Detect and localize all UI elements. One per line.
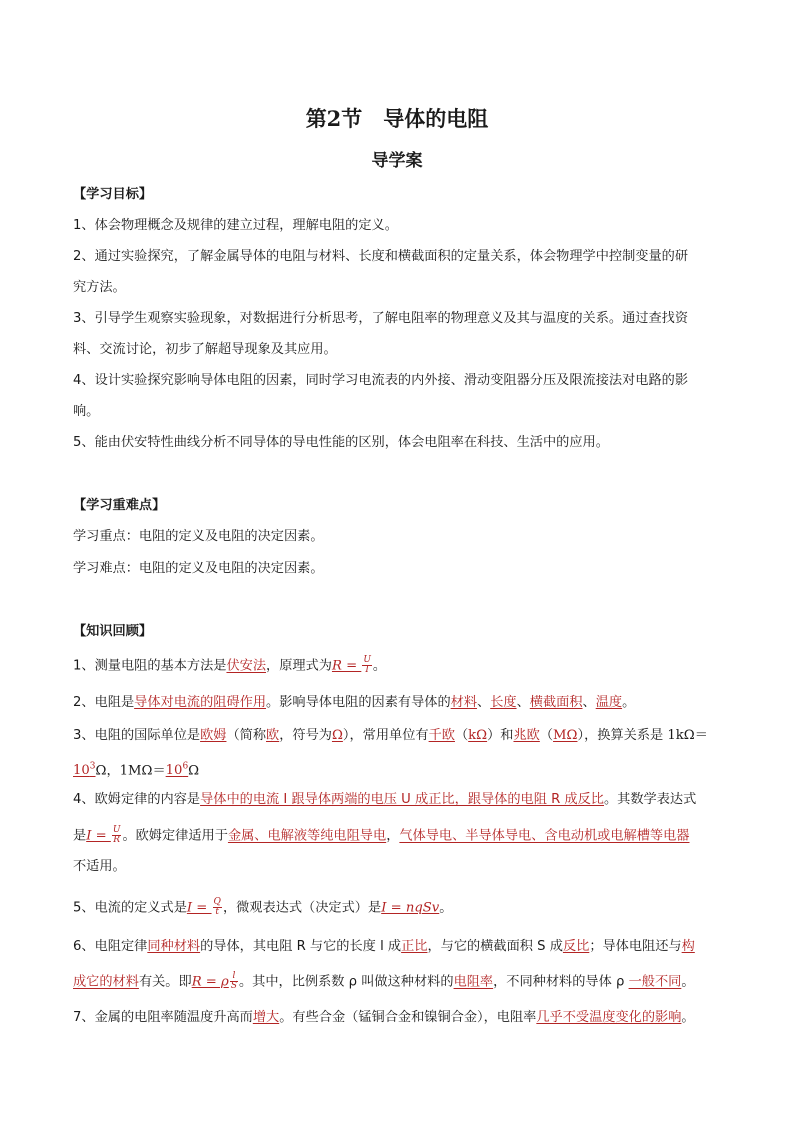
answer-blank: 成它的材料 bbox=[73, 974, 139, 990]
review-item-6 bbox=[73, 938, 695, 956]
fraction-denominator: R bbox=[113, 835, 121, 845]
text: 。 bbox=[622, 695, 636, 710]
fraction-denominator: S bbox=[230, 981, 237, 991]
text: Ω，1MΩ＝ bbox=[95, 763, 166, 779]
answer-formula: R = bbox=[331, 658, 362, 674]
text: 。有些合金（锰铜合金和镍铜合金），电阻率 bbox=[279, 1010, 537, 1025]
keypoint-focus: 学习重点：电阻的定义及电阻的决定因素。 bbox=[73, 529, 324, 544]
answer-blank: 构 bbox=[681, 939, 695, 954]
page-title: 第2节 导体的电阻 bbox=[305, 106, 489, 131]
text: ），换算关系是 1kΩ＝ bbox=[577, 728, 708, 743]
text: （ bbox=[539, 728, 554, 743]
fraction-numerator: l bbox=[230, 972, 238, 982]
fraction bbox=[362, 656, 372, 675]
text: 。 bbox=[439, 900, 453, 916]
goal-line: 2、通过实验探究，了解金属导体的电阻与材料、长度和横截面积的定量关系，体会物理学中控制变量的研 bbox=[73, 249, 689, 264]
text: ，不同种材料的导体 ρ bbox=[493, 974, 629, 990]
review-item-3 bbox=[73, 727, 708, 745]
review-item-6-cont bbox=[73, 972, 695, 992]
text: 、 bbox=[516, 695, 530, 710]
answer-exponent: 3 bbox=[89, 762, 96, 772]
text: （简称 bbox=[226, 728, 267, 743]
fraction-denominator: t bbox=[215, 907, 220, 917]
review-item-2 bbox=[73, 694, 635, 712]
text: 6、电阻定律 bbox=[73, 939, 148, 954]
answer-blank: 金属、电解液等纯电阻导电 bbox=[227, 828, 387, 844]
text: 。其中，比例系数 ρ 叫做这种材料的 bbox=[238, 974, 454, 990]
answer-blank bbox=[73, 763, 96, 778]
page-subtitle: 导学案 bbox=[371, 151, 423, 171]
goal-line: 3、引导学生观察实验现象，对数据进行分析思考，了解电阻率的物理意义及其与温度的关系。通过查找资 bbox=[73, 311, 689, 326]
fraction-denominator: I bbox=[365, 665, 369, 675]
goal-line: 5、能由伏安特性曲线分析不同导体的导电性能的区别，体会电阻率在科技、生活中的应用。 bbox=[73, 435, 609, 450]
text: ），常用单位有 bbox=[342, 728, 429, 743]
text: 1、测量电阻的基本方法是 bbox=[73, 658, 227, 674]
text: 4、欧姆定律的内容是 bbox=[73, 792, 201, 807]
answer-formula: I = bbox=[186, 900, 212, 916]
text: 。其数学表达式 bbox=[604, 792, 697, 807]
text: 。 bbox=[372, 658, 387, 674]
answer-blank: 横截面积 bbox=[529, 695, 583, 710]
fraction-numerator: Q bbox=[213, 897, 221, 907]
answer-blank: 电阻率 bbox=[453, 974, 494, 990]
text: 5、电流的定义式是 bbox=[73, 900, 187, 916]
text: ，与它的横截面积 S 成 bbox=[427, 939, 563, 954]
review-heading: 【知识回顾】 bbox=[73, 624, 153, 639]
answer-blank: 千欧 bbox=[428, 728, 455, 743]
text: 。 bbox=[681, 974, 695, 990]
review-item-3-cont bbox=[73, 758, 199, 780]
answer-blank: 几乎不受温度变化的影响 bbox=[536, 1010, 682, 1025]
text: Ω bbox=[188, 763, 200, 779]
goal-line: 响。 bbox=[73, 404, 100, 419]
text: ，微观表达式（决定式）是 bbox=[222, 900, 382, 916]
text: 、 bbox=[477, 695, 491, 710]
answer-formula: I = nqSv bbox=[381, 900, 440, 916]
text: （ bbox=[454, 728, 469, 743]
fraction bbox=[230, 972, 238, 991]
answer-blank: 导体中的电流 I 跟导体两端的电压 U 成正比，跟导体的电阻 R 成反比 bbox=[200, 792, 604, 807]
answer-blank: MΩ bbox=[553, 728, 578, 743]
fraction-numerator: U bbox=[112, 825, 121, 835]
fraction-numerator: U bbox=[363, 655, 371, 665]
answer-blank: 兆欧 bbox=[513, 728, 540, 743]
text: 、 bbox=[582, 695, 596, 710]
answer-blank: 欧 bbox=[266, 728, 280, 743]
goal-line: 4、设计实验探究影响导体电阻的因素，同时学习电流表的内外接、滑动变阻器分压及限流接法对电路的影 bbox=[73, 373, 689, 388]
review-item-1 bbox=[73, 656, 386, 676]
review-item-4 bbox=[73, 791, 696, 809]
text: 3、电阻的国际单位是 bbox=[73, 728, 201, 743]
answer-blank: 正比 bbox=[401, 939, 428, 954]
review-item-5 bbox=[73, 898, 452, 918]
text: 2、电阻是 bbox=[73, 695, 135, 710]
text: 。欧姆定律适用于 bbox=[122, 828, 228, 844]
answer-blank: 反比 bbox=[562, 939, 590, 954]
answer-blank: 长度 bbox=[490, 695, 517, 710]
answer-blank: 增大 bbox=[252, 1010, 280, 1025]
goals-heading: 【学习目标】 bbox=[73, 187, 153, 202]
answer-blank: Ω bbox=[331, 728, 343, 743]
text: 。 bbox=[681, 1010, 695, 1025]
text: 是 bbox=[73, 828, 87, 844]
answer-blank: 气体导电、半导体导电、含电动机或电解槽等电器 bbox=[399, 828, 690, 844]
answer-blank: 材料 bbox=[450, 695, 478, 710]
answer-blank bbox=[166, 763, 189, 778]
text: ，原理式为 bbox=[266, 658, 332, 674]
text: 有关。即 bbox=[138, 974, 192, 990]
goal-line: 料、交流讨论，初步了解超导现象及其应用。 bbox=[73, 342, 337, 357]
text: 的导体，其电阻 R 与它的长度 l 成 bbox=[200, 939, 402, 954]
goal-line: 究方法。 bbox=[73, 280, 126, 295]
review-item-7 bbox=[73, 1009, 695, 1027]
answer-blank: 欧姆 bbox=[200, 728, 227, 743]
goal-line: 1、体会物理概念及规律的建立过程，理解电阻的定义。 bbox=[73, 218, 398, 233]
answer-formula: R = ρ bbox=[191, 974, 229, 990]
fraction bbox=[112, 826, 122, 845]
keypoint-difficulty: 学习难点：电阻的定义及电阻的决定因素。 bbox=[73, 561, 324, 576]
text: ， bbox=[386, 828, 400, 844]
review-item-4-end: 不适用。 bbox=[73, 859, 126, 874]
text: ，符号为 bbox=[279, 728, 332, 743]
answer-formula: I = bbox=[86, 828, 111, 844]
answer-exponent: 6 bbox=[182, 762, 189, 772]
answer-blank: 一般不同 bbox=[628, 974, 682, 990]
answer-blank: 导体对电流的阻碍作用 bbox=[134, 695, 267, 710]
answer-blank: 伏安法 bbox=[226, 658, 267, 674]
answer-blank: 温度 bbox=[595, 695, 623, 710]
answer-base: 10 bbox=[165, 763, 183, 779]
keypoints-heading: 【学习重难点】 bbox=[73, 498, 166, 513]
answer-blank: 同种材料 bbox=[147, 939, 201, 954]
text: 7、金属的电阻率随温度升高而 bbox=[73, 1010, 253, 1025]
text: 。影响导体电阻的因素有导体的 bbox=[266, 695, 451, 710]
text: ）和 bbox=[487, 728, 514, 743]
fraction bbox=[213, 898, 222, 917]
answer-base: 10 bbox=[73, 763, 90, 779]
review-item-4-cont bbox=[73, 826, 690, 846]
answer-blank: kΩ bbox=[468, 728, 488, 743]
text: ；导体电阻还与 bbox=[589, 939, 682, 954]
